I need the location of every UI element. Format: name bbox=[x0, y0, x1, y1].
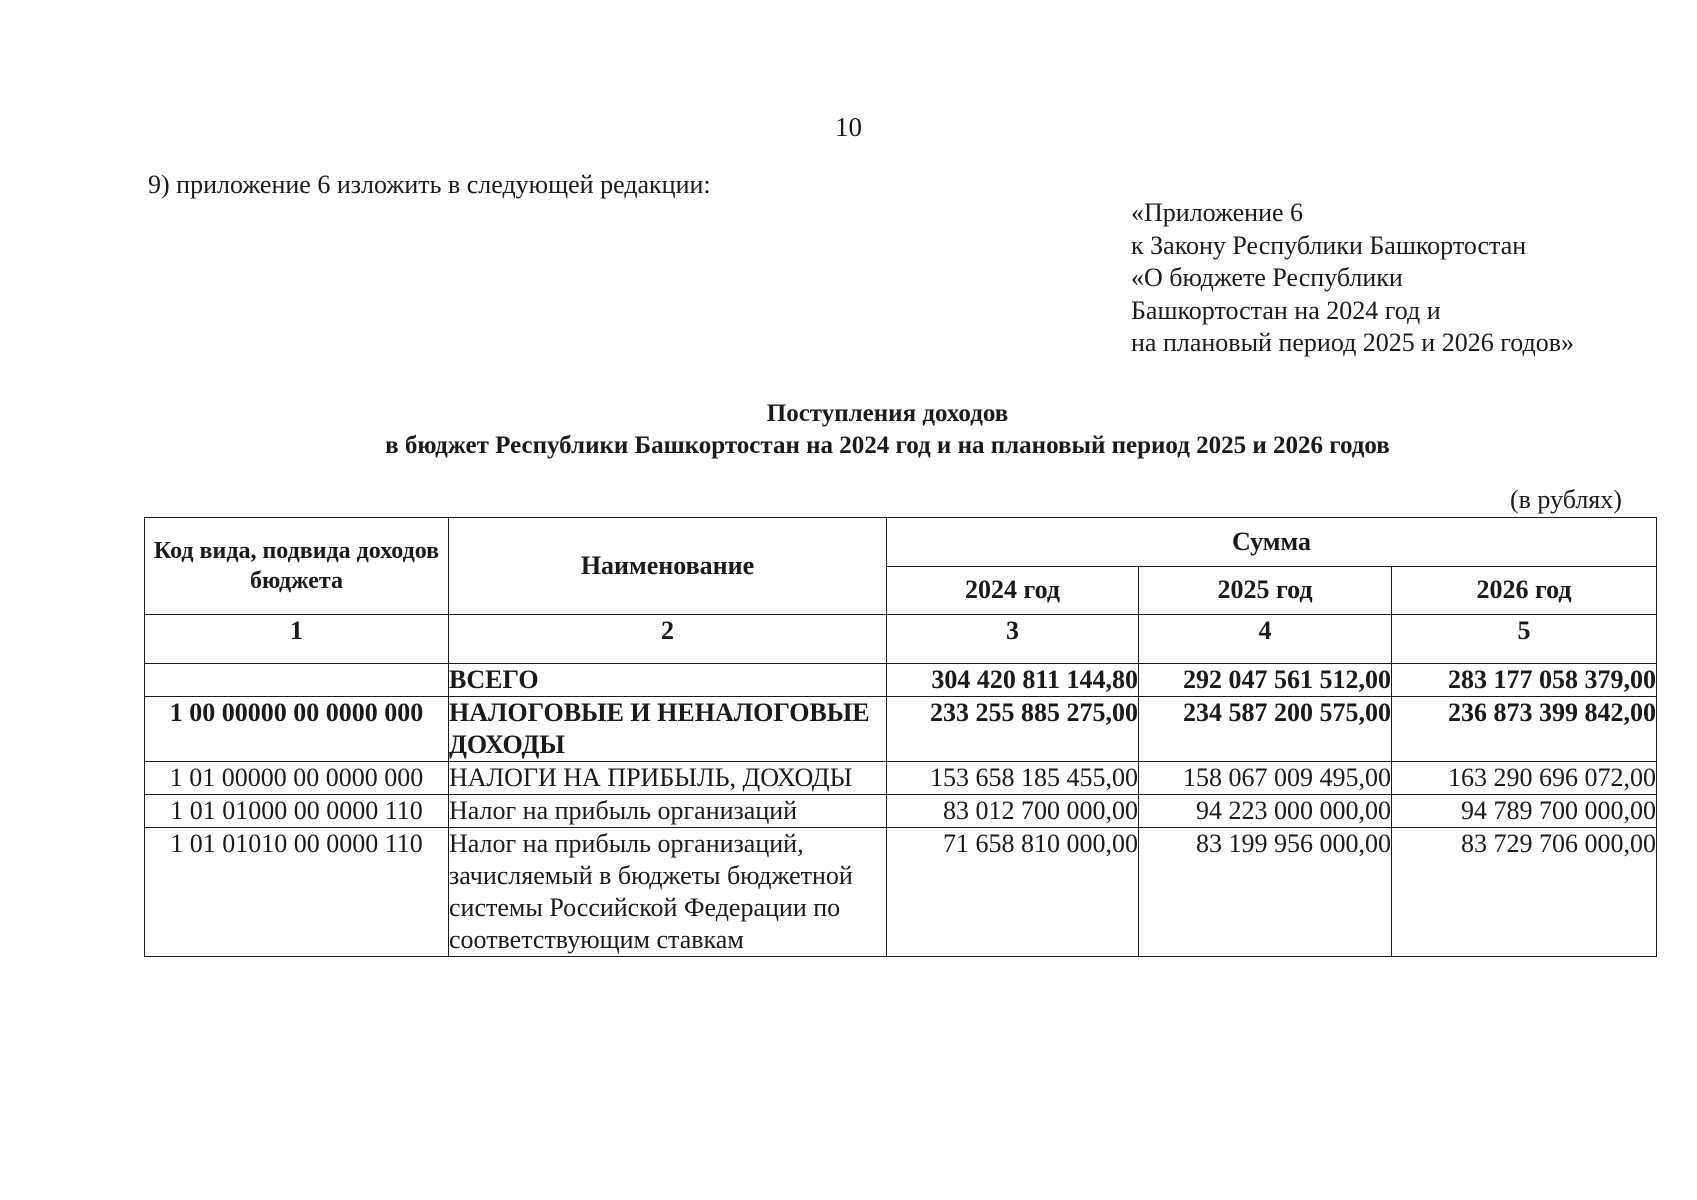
column-number: 2 bbox=[449, 615, 887, 664]
row-value-2025: 83 199 956 000,00 bbox=[1139, 828, 1392, 957]
header-code: Код вида, подвида доходов бюджета bbox=[145, 518, 449, 615]
appendix-line: Башкортостан на 2024 год и bbox=[1131, 295, 1441, 325]
row-name: НАЛОГОВЫЕ И НЕНАЛОГОВЫЕ ДОХОДЫ bbox=[449, 697, 887, 762]
appendix-line: на плановый период 2025 и 2026 годов» bbox=[1131, 328, 1574, 357]
header-year-2026: 2026 год bbox=[1392, 566, 1657, 615]
column-number: 1 bbox=[145, 615, 449, 664]
table-row bbox=[145, 795, 1657, 828]
row-code bbox=[145, 664, 449, 697]
row-value-2025: 94 223 000 000,00 bbox=[1139, 795, 1392, 828]
row-value-2024: 71 658 810 000,00 bbox=[887, 828, 1139, 957]
row-value-2024: 153 658 185 455,00 bbox=[887, 762, 1139, 795]
header-year-2024: 2024 год bbox=[887, 566, 1139, 615]
header-name: Наименование bbox=[449, 518, 887, 615]
units-note: (в рублях) bbox=[1510, 485, 1622, 514]
row-value-2024: 304 420 811 144,80 bbox=[887, 664, 1139, 697]
table-header-row bbox=[145, 518, 1657, 567]
row-value-2026: 163 290 696 072,00 bbox=[1392, 762, 1657, 795]
row-value-2025: 234 587 200 575,00 bbox=[1139, 697, 1392, 762]
row-value-2026: 83 729 706 000,00 bbox=[1392, 828, 1657, 957]
row-value-2026: 236 873 399 842,00 bbox=[1392, 697, 1657, 762]
row-code: 1 01 00000 00 0000 000 bbox=[145, 762, 449, 795]
table-title bbox=[0, 398, 1697, 462]
page-number: 10 bbox=[835, 112, 862, 142]
row-value-2024: 233 255 885 275,00 bbox=[887, 697, 1139, 762]
row-name: Налог на прибыль организаций bbox=[449, 795, 887, 828]
income-table bbox=[144, 517, 1657, 957]
row-value-2024: 83 012 700 000,00 bbox=[887, 795, 1139, 828]
appendix-line: «О бюджете Республики bbox=[1131, 263, 1403, 292]
appendix-line: «Приложение 6 bbox=[1131, 198, 1304, 227]
intro-text: 9) приложение 6 изложить в следующей редакции: bbox=[148, 170, 711, 199]
row-value-2026: 94 789 700 000,00 bbox=[1392, 795, 1657, 828]
appendix-reference bbox=[1131, 197, 1574, 360]
row-name: НАЛОГИ НА ПРИБЫЛЬ, ДОХОДЫ bbox=[449, 762, 887, 795]
table-row bbox=[145, 762, 1657, 795]
column-number: 3 bbox=[887, 615, 1139, 664]
header-sum: Сумма bbox=[887, 518, 1657, 567]
table-row-total bbox=[145, 664, 1657, 697]
row-code: 1 01 01000 00 0000 110 bbox=[145, 795, 449, 828]
table-title-line-2: в бюджет Республики Башкортостан на 2024 год и на плановый период 2025 и 2026 годов bbox=[385, 432, 1390, 459]
table-title-line-1: Поступления доходов bbox=[766, 400, 1009, 427]
row-name: Налог на прибыль организаций, зачисляемый в бюджеты бюджетной системы Российской Федерации по соответствующим ставкам bbox=[449, 828, 887, 957]
row-name: ВСЕГО bbox=[449, 664, 887, 697]
row-code: 1 00 00000 00 0000 000 bbox=[145, 697, 449, 762]
row-code: 1 01 01010 00 0000 110 bbox=[145, 828, 449, 957]
table-row bbox=[145, 697, 1657, 762]
column-number: 4 bbox=[1139, 615, 1392, 664]
row-value-2025: 292 047 561 512,00 bbox=[1139, 664, 1392, 697]
row-value-2026: 283 177 058 379,00 bbox=[1392, 664, 1657, 697]
column-number-row bbox=[145, 615, 1657, 664]
column-number: 5 bbox=[1392, 615, 1657, 664]
table-row bbox=[145, 828, 1657, 957]
header-year-2025: 2025 год bbox=[1139, 566, 1392, 615]
row-value-2025: 158 067 009 495,00 bbox=[1139, 762, 1392, 795]
appendix-line: к Закону Республики Башкортостан bbox=[1131, 230, 1527, 260]
